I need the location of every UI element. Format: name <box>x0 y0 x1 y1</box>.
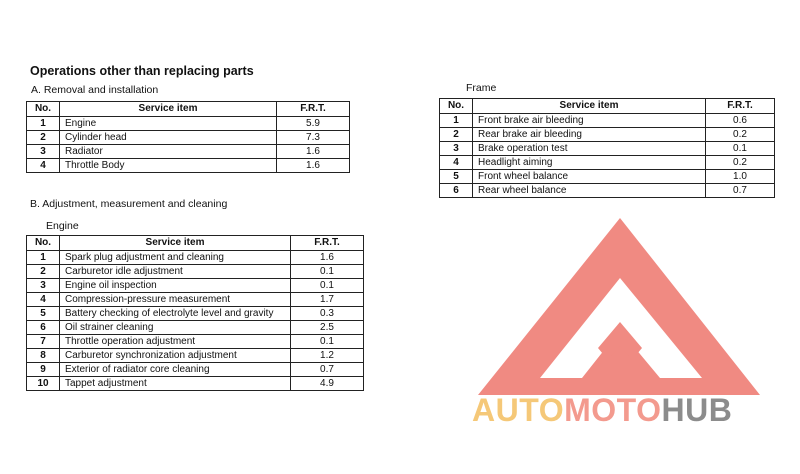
col-item-header: Service item <box>60 102 277 117</box>
cell-item: Front wheel balance <box>473 170 706 184</box>
cell-frt: 0.1 <box>291 265 364 279</box>
table-row <box>440 142 775 156</box>
table-row <box>27 117 350 131</box>
cell-frt: 0.2 <box>706 156 775 170</box>
table-row <box>440 128 775 142</box>
cell-frt: 0.2 <box>706 128 775 142</box>
cell-item: Oil strainer cleaning <box>60 321 291 335</box>
cell-item: Tappet adjustment <box>60 377 291 391</box>
cell-frt: 0.3 <box>291 307 364 321</box>
table-row <box>27 293 364 307</box>
cell-item: Engine oil inspection <box>60 279 291 293</box>
cell-no: 3 <box>440 142 473 156</box>
cell-item: Spark plug adjustment and cleaning <box>60 251 291 265</box>
cell-frt: 0.1 <box>706 142 775 156</box>
col-frt-header: F.R.T. <box>706 99 775 114</box>
cell-no: 4 <box>440 156 473 170</box>
cell-frt: 0.6 <box>706 114 775 128</box>
cell-frt: 2.5 <box>291 321 364 335</box>
cell-frt: 1.0 <box>706 170 775 184</box>
watermark-part2: MOTO <box>564 392 662 428</box>
cell-no: 9 <box>27 363 60 377</box>
watermark-part1: AUTO <box>472 392 565 428</box>
section-a-title: A. Removal and installation <box>31 84 159 96</box>
cell-no: 2 <box>440 128 473 142</box>
col-no-header: No. <box>27 102 60 117</box>
cell-item: Carburetor idle adjustment <box>60 265 291 279</box>
cell-frt: 1.6 <box>291 251 364 265</box>
frame-title: Frame <box>466 82 497 94</box>
table-row <box>27 363 364 377</box>
cell-item: Radiator <box>60 145 277 159</box>
cell-no: 4 <box>27 159 60 173</box>
col-frt-header: F.R.T. <box>277 102 350 117</box>
table-row <box>27 307 364 321</box>
section-b-subtitle: Engine <box>46 220 79 232</box>
cell-no: 1 <box>440 114 473 128</box>
table-row <box>27 159 350 173</box>
removal-table <box>26 101 350 173</box>
table-row <box>440 170 775 184</box>
table-header-row <box>27 236 364 251</box>
cell-item: Rear wheel balance <box>473 184 706 198</box>
cell-no: 4 <box>27 293 60 307</box>
cell-frt: 7.3 <box>277 131 350 145</box>
cell-no: 1 <box>27 117 60 131</box>
cell-item: Exterior of radiator core cleaning <box>60 363 291 377</box>
cell-frt: 5.9 <box>277 117 350 131</box>
cell-no: 6 <box>27 321 60 335</box>
cell-item: Cylinder head <box>60 131 277 145</box>
adjustment-table <box>26 235 364 391</box>
cell-no: 2 <box>27 265 60 279</box>
table-row <box>27 321 364 335</box>
cell-frt: 0.1 <box>291 279 364 293</box>
cell-frt: 0.7 <box>706 184 775 198</box>
cell-item: Brake operation test <box>473 142 706 156</box>
table-row <box>27 131 350 145</box>
table-row <box>27 145 350 159</box>
col-frt-header: F.R.T. <box>291 236 364 251</box>
cell-item: Carburetor synchronization adjustment <box>60 349 291 363</box>
cell-no: 5 <box>27 307 60 321</box>
table-header-row <box>440 99 775 114</box>
cell-item: Engine <box>60 117 277 131</box>
cell-no: 3 <box>27 145 60 159</box>
table-row <box>440 114 775 128</box>
cell-no: 2 <box>27 131 60 145</box>
cell-no: 3 <box>27 279 60 293</box>
table-header-row <box>27 102 350 117</box>
section-b-title: B. Adjustment, measurement and cleaning <box>30 198 228 210</box>
table-row <box>440 156 775 170</box>
cell-item: Headlight aiming <box>473 156 706 170</box>
watermark-wordmark <box>472 392 732 429</box>
cell-frt: 0.1 <box>291 335 364 349</box>
table-row <box>27 377 364 391</box>
table-row <box>27 279 364 293</box>
cell-item: Throttle operation adjustment <box>60 335 291 349</box>
page-title: Operations other than replacing parts <box>30 64 254 78</box>
cell-no: 7 <box>27 335 60 349</box>
watermark-part3: HUB <box>661 392 733 428</box>
cell-frt: 1.6 <box>277 159 350 173</box>
watermark-logo-icon <box>470 210 770 400</box>
cell-item: Battery checking of electrolyte level and gravity <box>60 307 291 321</box>
table-row <box>27 335 364 349</box>
col-no-header: No. <box>27 236 60 251</box>
cell-frt: 1.2 <box>291 349 364 363</box>
frame-table <box>439 98 775 198</box>
cell-item: Compression-pressure measurement <box>60 293 291 307</box>
table-row <box>27 251 364 265</box>
table-row <box>440 184 775 198</box>
cell-item: Rear brake air bleeding <box>473 128 706 142</box>
cell-frt: 4.9 <box>291 377 364 391</box>
table-row <box>27 349 364 363</box>
cell-no: 5 <box>440 170 473 184</box>
cell-frt: 1.7 <box>291 293 364 307</box>
cell-frt: 1.6 <box>277 145 350 159</box>
cell-no: 1 <box>27 251 60 265</box>
table-row <box>27 265 364 279</box>
cell-item: Throttle Body <box>60 159 277 173</box>
col-no-header: No. <box>440 99 473 114</box>
col-item-header: Service item <box>60 236 291 251</box>
cell-no: 6 <box>440 184 473 198</box>
cell-item: Front brake air bleeding <box>473 114 706 128</box>
cell-no: 10 <box>27 377 60 391</box>
cell-no: 8 <box>27 349 60 363</box>
cell-frt: 0.7 <box>291 363 364 377</box>
col-item-header: Service item <box>473 99 706 114</box>
